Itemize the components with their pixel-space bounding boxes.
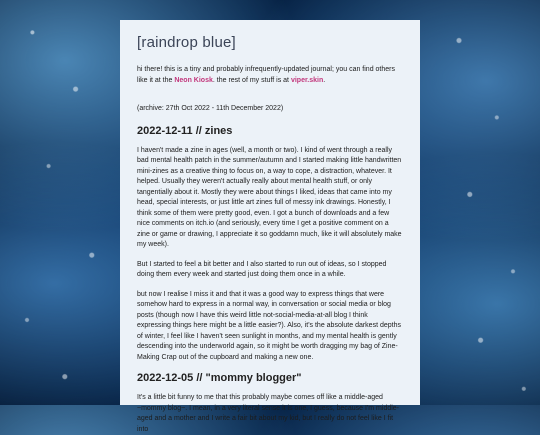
site-title: [raindrop blue] <box>137 34 236 51</box>
entry-paragraph: but now I realise I miss it and that it was a good way to express things that were somehow hard to express in a normal way, in conversation or social media or blog posts (though now I have this weird little not-social-media-at-all blog I think expressing things here might be a little easier?). Also, it's the absolute darkest depths of winter, I feel like I haven't seen sunlight in months, and my mental health is gently descending into the underworld again, so it might be worth dragging my bag of Zine-Making Crap out of the cupboard and making a new one. <box>137 290 401 361</box>
entry-title: 2022-12-11 // zines <box>137 124 233 137</box>
intro-text-part: . <box>323 76 326 84</box>
entry-title: 2022-12-05 // "mommy blogger" <box>137 372 302 384</box>
entry-paragraph: It's a little bit funny to me that this probably maybe comes off like a middle-aged ~mommy blog~. I mean, in a very literal sense it is one, I guess, because I'm middle-aged and a mother and I write a fair bit about my kid, but I really do not feel like I fit into <box>137 394 400 433</box>
journal-card <box>120 20 420 433</box>
intro-text-part: . the rest of my stuff is at <box>212 76 291 84</box>
viper-skin-link[interactable]: viper.skin <box>290 76 324 84</box>
neon-kiosk-link[interactable]: Neon Kiosk <box>174 76 213 84</box>
archive-range: (archive: 27th Oct 2022 - 11th December 2022) <box>137 105 284 112</box>
entry-paragraph: I haven't made a zine in ages (well, a month or two). I kind of went through a really bad mental health patch in the summer/autumn and I started making little handwritten mini-zines as a creative thing to focus on, a way to cope, a distraction, whatever. It helped. Usually they weren't actually really about mental health stuff, or only tangentially about it. Mostly they were about things I liked, ideas that came into my head, special interests, or just little art zines full of messy ink drawings. Honestly, I think some of them were pretty good, even. I got a bunch of downloads and a few nice comments on itch.io (and seriously, every time I get a positive comment on a zine or game or drawing, I appreciate it so goddamn much, like it will absolutely make my week). <box>137 146 402 248</box>
intro-text <box>137 65 403 86</box>
intro-text-part: hi there! this is a tiny and probably infrequently-updated journal; you can find others like it at the <box>137 66 395 84</box>
entry-paragraph: But I started to feel a bit better and I also started to run out of ideas, so I stopped doing them every week and started just doing them once in a while. <box>137 260 387 278</box>
